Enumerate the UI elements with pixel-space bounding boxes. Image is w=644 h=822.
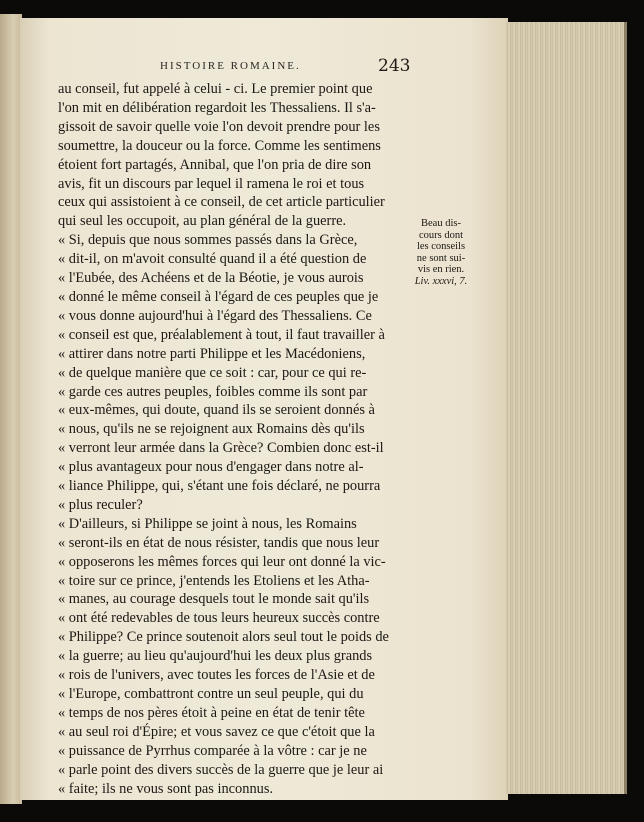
text-line: « D'ailleurs, si Philippe se joint à nous, les Romains — [58, 515, 357, 532]
text-line: « temps de nos pères étoit à peine en état de tenir tête — [58, 704, 365, 721]
page-header — [160, 56, 420, 80]
margin-note-line: cours dont — [418, 229, 464, 241]
text-line: « manes, au courage desquels tout le monde sait qu'ils — [58, 591, 370, 608]
text-line: « nous, qu'ils ne se rejoignent aux Romains dès qu'ils — [58, 421, 365, 438]
text-line: « ont été redevables de tous leurs heureux succès contre — [58, 610, 380, 627]
text-line: « l'Eubée, des Achéens et de la Béotie, je vous aurois — [58, 270, 364, 287]
text-line: « verront leur armée dans la Grèce? Combien donc est-il — [58, 440, 384, 457]
text-line: avis, fit un discours par lequel il ramena le roi et tous — [58, 175, 365, 192]
margin-note-line: Beau dis- — [421, 218, 461, 229]
text-line: « Si, depuis que nous sommes passés dans la Grèce, — [58, 232, 358, 249]
text-line: « conseil est que, préalablement à tout, il faut travailler à — [58, 326, 385, 343]
margin-note — [408, 218, 474, 287]
text-line: au conseil, fut appelé à celui - ci. Le premier point que — [58, 81, 373, 97]
text-line: « l'Europe, combattront contre un seul peuple, qui du — [58, 686, 364, 702]
text-line: « parle point des divers succès de la guerre que je leur ai — [58, 761, 384, 778]
text-line: « opposerons les mêmes forces qui leur ont donné la vic- — [58, 553, 386, 570]
margin-note-line: vis en rien. — [417, 264, 465, 275]
margin-note-line: les conseils — [416, 241, 466, 252]
text-line: « faite; ils ne vous sont pas inconnus. — [58, 780, 274, 797]
text-line: « toire sur ce prince, j'entends les Etoliens et les Atha- — [58, 572, 370, 589]
text-line: ceux qui assistoient à ce conseil, de cet article particulier — [58, 194, 385, 211]
margin-note-line: ne sont sui- — [416, 252, 466, 264]
text-line: « de quelque manière que ce soit : car, pour ce qui re- — [58, 364, 367, 381]
text-line: « eux-mêmes, qui doute, quand ils se seroient donnés à — [58, 402, 375, 419]
text-line: « puissance de Pyrrhus comparée à la vôtre : car je ne — [58, 742, 367, 759]
text-line: « au seul roi d'Épire; et vous savez ce que c'étoit que la — [58, 723, 375, 740]
text-line: étoient fort partagés, Annibal, que l'on pria de dire son — [58, 156, 372, 173]
text-line: « la guerre; au lieu qu'aujourd'hui les deux plus grands — [58, 648, 373, 665]
margin-reference: Liv. xxxvi, 7. — [414, 275, 468, 287]
text-line: « Philippe? Ce prince soutenoit alors seul tout le poids de — [58, 629, 389, 646]
text-line: « seront-ils en état de nous résister, tandis que nous leur — [58, 534, 380, 551]
text-line: « attirer dans notre parti Philippe et les Macédoniens, — [58, 345, 366, 362]
facing-page-edge — [0, 14, 22, 804]
running-title: HISTOIRE ROMAINE. — [160, 60, 301, 72]
page-number: 243 — [378, 56, 411, 76]
text-line: « donné le même conseil à l'égard de ces peuples que je — [58, 288, 379, 305]
text-line: « liance Philippe, qui, s'étant une fois déclaré, ne pourra — [58, 478, 381, 495]
main-text — [58, 80, 414, 798]
text-line: « plus reculer? — [58, 496, 143, 513]
text-line: l'on mit en délibération regardoit les Thessaliens. Il s'a- — [58, 99, 376, 116]
text-line: gissoit de savoir quelle voie l'on devoit prendre pour les — [58, 118, 380, 135]
text-line: soumettre, la douceur ou la force. Comme les sentimens — [58, 137, 381, 154]
text-line: « vous donne aujourd'hui à l'égard des Thessaliens. Ce — [58, 307, 372, 324]
text-line: « plus avantageux pour nous d'engager dans notre al- — [58, 459, 364, 476]
page-block-edges — [506, 22, 627, 794]
text-line: « garde ces autres peuples, foibles comme ils sont par — [58, 383, 368, 400]
text-line: « dit-il, on m'avoit consulté quand il a été question de — [58, 251, 367, 268]
text-line: qui seul les occupoit, au plan général de la guerre. — [58, 213, 347, 230]
text-line: « rois de l'univers, avec toutes les forces de l'Asie et de — [58, 667, 375, 684]
